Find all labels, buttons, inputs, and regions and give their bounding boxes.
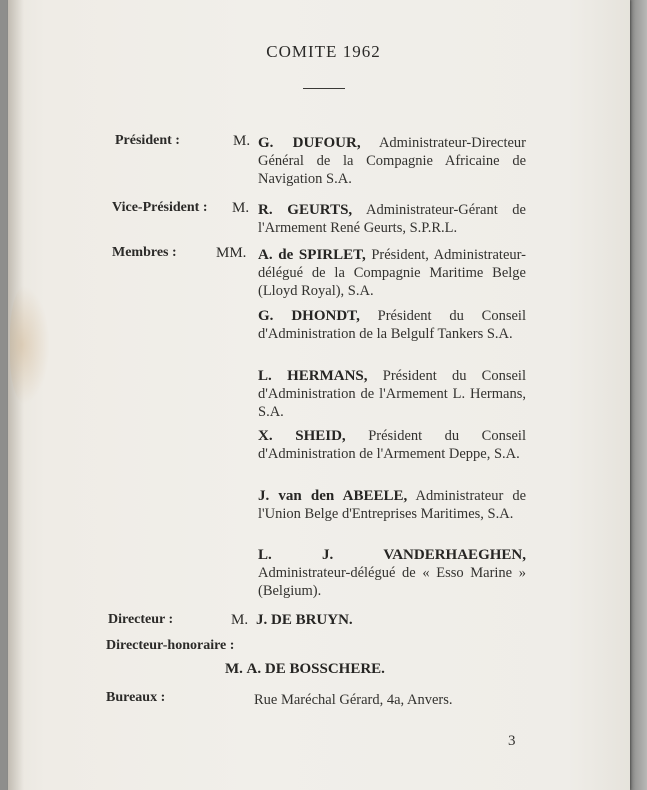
president-entry <box>258 134 526 188</box>
directeur-name: J. DE BRUYN. <box>256 612 353 628</box>
bureaux-address: Rue Maréchal Gérard, 4a, Anvers. <box>254 692 453 708</box>
page-title: COMITE 1962 <box>266 42 381 61</box>
bureaux-label: Bureaux : <box>106 690 166 705</box>
directeur-honoraire-prefix: M. <box>225 661 243 677</box>
member-name: G. DHONDT, <box>258 308 360 324</box>
paper-stain <box>10 285 50 405</box>
vice-president-name: R. GEURTS, <box>258 202 353 218</box>
member-entry <box>258 307 526 343</box>
directeur-honoraire-name: A. DE BOSSCHERE. <box>246 661 385 677</box>
page-number: 3 <box>508 733 516 749</box>
vice-president-prefix: M. <box>232 200 250 216</box>
president-name: G. DUFOUR, <box>258 135 361 151</box>
member-description: Administrateur de l'Union Belge d'Entreprises Maritimes, S.A. <box>258 488 526 522</box>
member-entry <box>258 367 526 421</box>
membres-label: Membres : <box>112 245 177 260</box>
member-description: Administrateur-délégué de « Esso Marine » (Belgium). <box>258 565 526 599</box>
background-surface <box>628 0 647 790</box>
member-entry <box>258 546 526 600</box>
directeur-honoraire-entry <box>225 661 385 678</box>
president-description: Administrateur-Directeur Général de la Compagnie Africaine de Navigation S.A. <box>258 135 527 187</box>
member-name: A. de SPIRLET, <box>258 247 366 263</box>
directeur-entry <box>256 612 353 629</box>
member-entry <box>258 487 526 523</box>
vice-president-label: Vice-Président : <box>112 200 208 215</box>
title-divider <box>303 88 345 89</box>
directeur-label: Directeur : <box>108 612 174 627</box>
member-name: L. J. VANDERHAEGHEN, <box>258 547 526 563</box>
president-label: Président : <box>115 133 180 148</box>
vice-president-description: Administrateur-Gérant de l'Armement René Geurts, S.P.R.L. <box>258 202 526 236</box>
member-name: X. SHEID, <box>258 428 346 444</box>
member-name: L. HERMANS, <box>258 368 368 384</box>
member-description: Président du Conseil d'Administration de l'Armement L. Hermans, S.A. <box>258 368 526 420</box>
president-prefix: M. <box>233 133 251 149</box>
directeur-honoraire-label: Directeur-honoraire : <box>106 638 235 653</box>
directeur-prefix: M. <box>231 612 249 628</box>
vice-president-entry <box>258 201 526 237</box>
member-entry <box>258 427 526 463</box>
member-name: J. van den ABEELE, <box>258 488 408 504</box>
membres-prefix: MM. <box>216 245 247 261</box>
member-entry <box>258 246 526 300</box>
member-description: Président du Conseil d'Administration de l'Armement Deppe, S.A. <box>258 428 526 462</box>
member-description: Président du Conseil d'Administration de la Belgulf Tankers S.A. <box>258 308 526 342</box>
member-description: Président, Administrateur-délégué de la Compagnie Maritime Belge (Lloyd Royal), S.A. <box>258 247 526 299</box>
